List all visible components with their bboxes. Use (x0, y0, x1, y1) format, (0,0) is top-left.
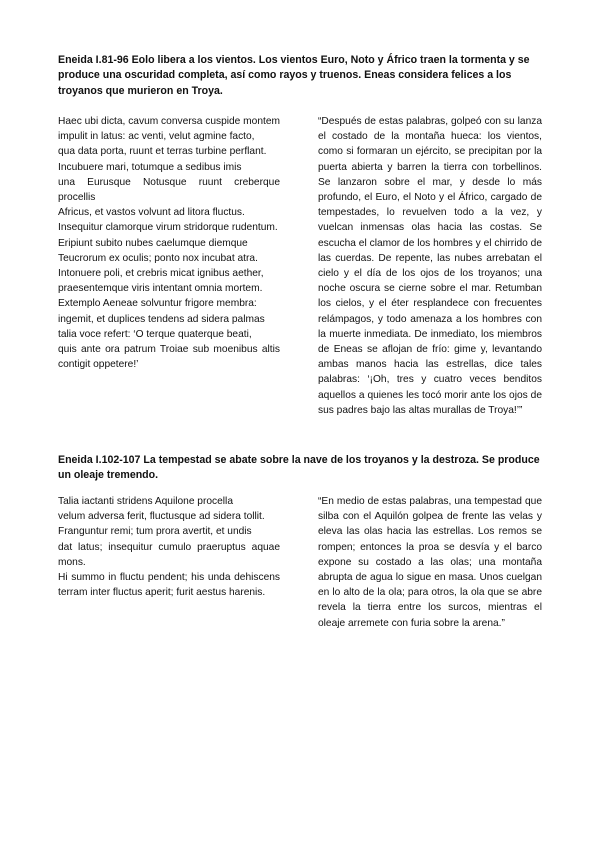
latin-line: Extemplo Aeneae solvuntur frigore membra: (58, 298, 257, 310)
latin-line: quis ante ora patrum Troiae sub moenibus altis contigit oppetere!’ (58, 344, 280, 371)
latin-line: Haec ubi dicta, cavum conversa cuspide montem (58, 116, 280, 127)
latin-line: Insequitur clamorque virum stridorque rudentum. (58, 222, 278, 234)
section-1-heading: Eneida I.81-96 Eolo libera a los vientos. Los vientos Euro, Noto y Áfrico traen la tormenta y se produce una oscuridad completa, así como rayos y truenos. Eneas considera felices a los troyanos que murieron en Troya. (58, 54, 530, 97)
latin-line: Franguntur remi; tum prora avertit, et undis (58, 526, 252, 538)
latin-line: Africus, et vastos volvunt ad litora fluctus. (58, 207, 245, 219)
latin-line: qua data porta, ruunt et terras turbine perflant. (58, 146, 267, 158)
latin-line: ingemit, et duplices tendens ad sidera palmas (58, 313, 265, 325)
latin-line: Incubuere mari, totumque a sedibus imis (58, 161, 242, 173)
section-2-translation: “En medio de estas palabras, una tempestad que silba con el Aquilón golpea de frente las velas y eleva las olas hacia las estrellas. Los remos se rompen; entonces la proa se desvía y el barco expone su costado a las olas; una montaña abrupta de agua lo sigue en masa. Unos cuelgan en lo alto de la ola; para otros, la ola que se abre revela la tierra entre los surcos, mientras el oleaje arremete con furia sobre la arena.” (318, 496, 542, 629)
section-2-heading: Eneida I.102-107 La tempestad se abate sobre la nave de los troyanos y la destroza. Se produce un oleaje tremendo. (58, 454, 540, 482)
latin-line: Hi summo in fluctu pendent; his unda dehiscens terram inter fluctus aperit; furit aestus harenis. (58, 572, 280, 599)
section-2-latin-text (58, 494, 280, 600)
latin-line: Teucrorum ex oculis; ponto nox incubat atra. (58, 252, 258, 264)
section-1-latin-text (58, 114, 280, 372)
latin-line: talia voce refert: ‘O terque quaterque beati, (58, 328, 252, 340)
latin-line: Intonuere poli, et crebris micat ignibus aether, (58, 268, 264, 280)
latin-line: praesentemque viris intentant omnia mortem. (58, 283, 263, 295)
latin-line: Talia iactanti stridens Aquilone procella (58, 496, 233, 507)
latin-line: una Eurusque Notusque ruunt creberque procellis (58, 176, 280, 204)
section-1-translation: “Después de estas palabras, golpeó con su lanza el costado de la montaña hueca: los vientos, como si formaran un ejército, se precipitan por la puerta abierta y barren la tierra con torbellinos. Se lanzaron sobre el mar, y desde lo más profundo, el Euro, el Noto y el Áfrico, cargado de tempestades, lo revuelven todo a la vez, y vuelcan inmensas olas hacia las costas. Se escucha el clamor de los hombres y el chirrido de las cuerdas. De repente, las nubes arrebatan el cielo y el día de los ojos de los troyanos; una noche oscura se cierne sobre el mar. Retumban los cielos, y el éter resplandece con frecuentes relámpagos, y todo amenaza a los hombres con la muerte inmediata. De inmediato, los miembros de Eneas se aflojan de frío: gime y, levantando ambas manos hacia las estrellas, dice tales palabras: ‘¡Oh, tres y cuatro veces benditos aquellos a quienes les tocó morir ante los ojos de sus padres bajo las altas murallas de Troya!’” (318, 116, 542, 416)
latin-line: impulit in latus: ac venti, velut agmine facto, (58, 131, 255, 143)
latin-line: velum adversa ferit, fluctusque ad sidera tollit. (58, 511, 265, 523)
latin-line: dat latus; insequitur cumulo praeruptus aquae mons. (58, 541, 280, 568)
latin-line: Eripiunt subito nubes caelumque diemque (58, 237, 248, 249)
